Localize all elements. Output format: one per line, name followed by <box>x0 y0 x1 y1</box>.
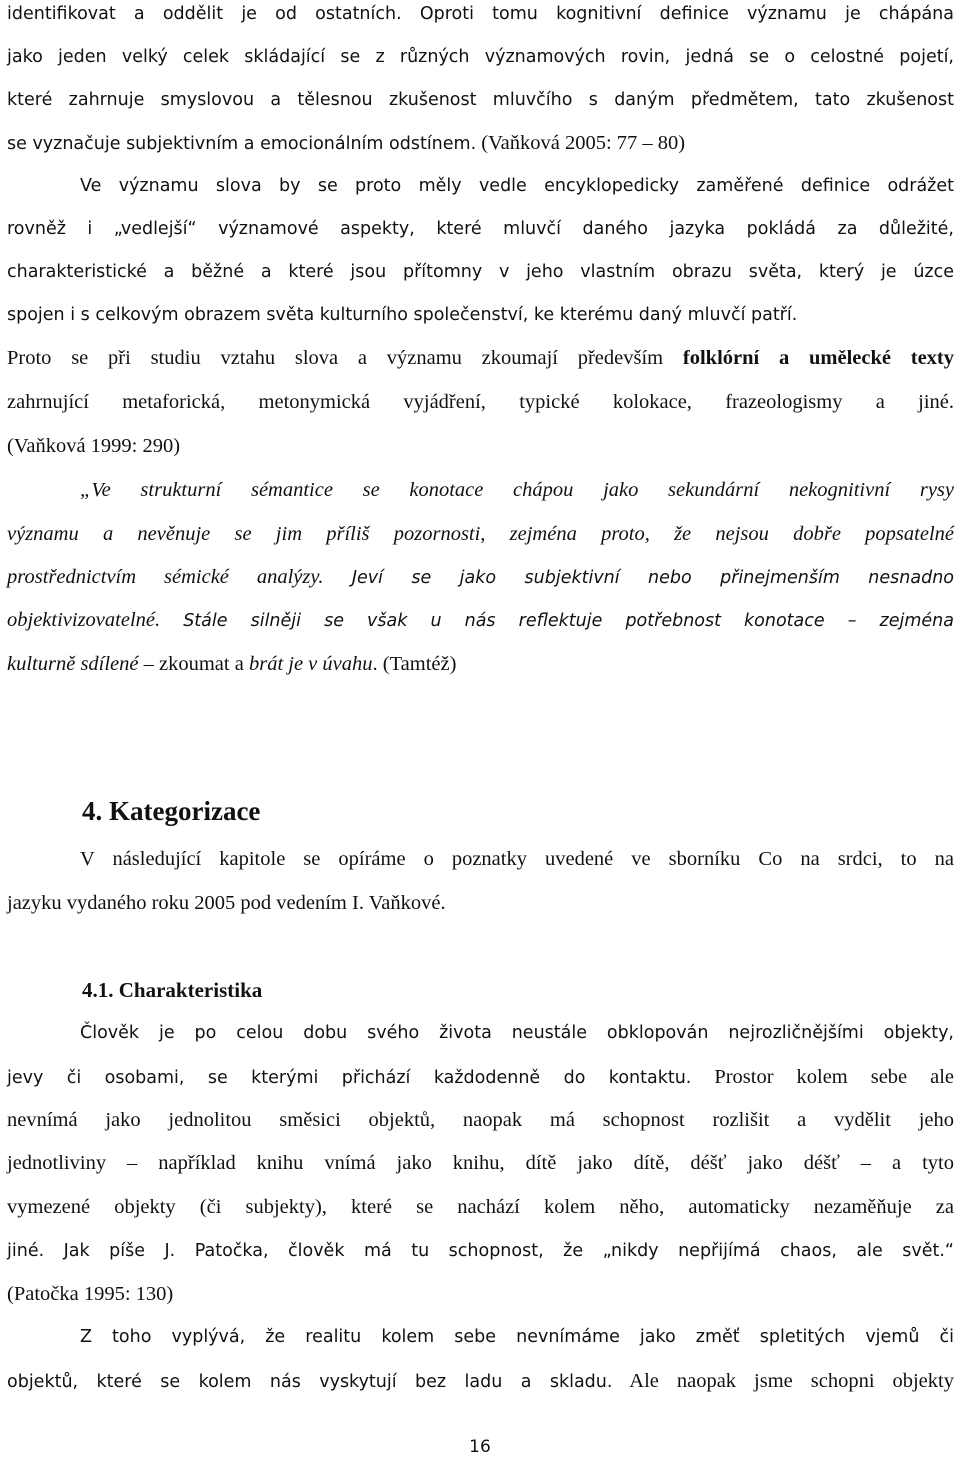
text-line: charakteristické a běžné a které jsou přítomny v jeho vlastním obrazu světa, který je úzce <box>7 262 954 282</box>
bold-emphasis: folklórní a umělecké texty <box>682 347 954 369</box>
text-run: brát je v úvahu <box>248 653 373 675</box>
text-line <box>7 1063 954 1091</box>
text-line: Ve významu slova by se proto měly vedle encyklopedicky zaměřené definice odrážet <box>80 176 954 196</box>
quote-line <box>7 563 954 591</box>
quote-line: „Ve strukturní sémantice se konotace chápou jako sekundární nekognitivní rysy <box>80 479 954 501</box>
text-line: spojen i s celkovým obrazem světa kulturního společenství, ke kterému daný mluvčí patří. <box>7 305 798 325</box>
text-run: Prostor kolem sebe ale <box>691 1066 954 1088</box>
text-run: se vyznačuje subjektivním a emocionálním odstínem. <box>7 134 477 154</box>
text-line: Z toho vyplývá, že realitu kolem sebe nevnímáme jako změť spletitých vjemů či <box>80 1327 954 1347</box>
text-run: prostřednictvím sémické analýzy. <box>7 566 324 588</box>
text-line <box>7 129 954 157</box>
text-line: jednotliviny – například knihu vnímá jako knihu, dítě jako dítě, déšť jako déšť – a tyto <box>7 1152 954 1174</box>
quote-line: významu a nevěnuje se jim příliš pozornosti, zejména proto, že nejsou dobře popsatelné <box>7 523 954 545</box>
text-line: jiné. Jak píše J. Patočka, člověk má tu schopnost, že „nikdy nepřijímá chaos, ale svět.“ <box>7 1241 954 1261</box>
text-line: jazyku vydaného roku 2005 pod vedením I. Vaňkové. <box>7 892 446 914</box>
text-run: Stále silněji se však u nás reflektuje potřebnost konotace – zejména <box>160 611 954 631</box>
citation: (Patočka 1995: 130) <box>7 1283 174 1305</box>
citation: (Vaňková 1999: 290) <box>7 435 181 457</box>
page-number: 16 <box>469 1437 491 1457</box>
text-line: nevnímá jako jednolitou směsici objektů, naopak má schopnost rozlišit a vydělit jeho <box>7 1109 954 1131</box>
text-line: jako jeden velký celek skládající se z různých významových rovin, jedná se o celostné pojetí, <box>7 47 954 67</box>
text-run: Jeví se jako subjektivní nebo přinejmenším nesnadno <box>323 568 954 588</box>
text-line: které zahrnuje smyslovou a tělesnou zkušenost mluvčího s daným předmětem, tato zkušenost <box>7 90 954 110</box>
text-run: kulturně sdílené <box>7 653 139 675</box>
text-run: objektů, které se kolem nás vyskytují bez ladu a skladu. <box>7 1372 613 1392</box>
text-run: jevy či osobami, se kterými přichází každodenně do kontaktu. <box>7 1068 692 1088</box>
text-line: Člověk je po celou dobu svého života neustále obklopován nejrozličnějšími objekty, <box>80 1023 954 1043</box>
text-line: rovněž i „vedlejší“ významové aspekty, které mluvčí daného jazyka pokládá za důležité, <box>7 219 954 239</box>
text-line: V následující kapitole se opíráme o poznatky uvedené ve sborníku Co na srdci, to na <box>80 848 954 870</box>
citation: (Vaňková 2005: 77 – 80) <box>476 132 686 154</box>
text-run: objektivizovatelné. <box>7 609 161 631</box>
text-line: identifikovat a oddělit je od ostatních. Oproti tomu kognitivní definice významu je chápána <box>7 4 954 24</box>
text-line: vymezené objekty (či subjekty), které se nachází kolem něho, automaticky nezaměňuje za <box>7 1196 954 1218</box>
text-run: – zkoumat a <box>138 653 249 675</box>
quote-line <box>7 606 954 634</box>
text-run: Ale naopak jsme schopni objekty <box>612 1370 954 1392</box>
quote-line <box>7 650 954 678</box>
text-line <box>7 1367 954 1395</box>
text-run: Proto se při studiu vztahu slova a významu zkoumají především <box>7 347 683 369</box>
text-line <box>7 344 954 372</box>
section-heading: 4. Kategorizace <box>82 796 261 826</box>
text-line: zahrnující metaforická, metonymická vyjádření, typické kolokace, frazeologismy a jiné. <box>7 391 954 413</box>
subsection-heading: 4.1. Charakteristika <box>82 978 263 1002</box>
text-run: . (Tamtéž) <box>372 653 457 675</box>
